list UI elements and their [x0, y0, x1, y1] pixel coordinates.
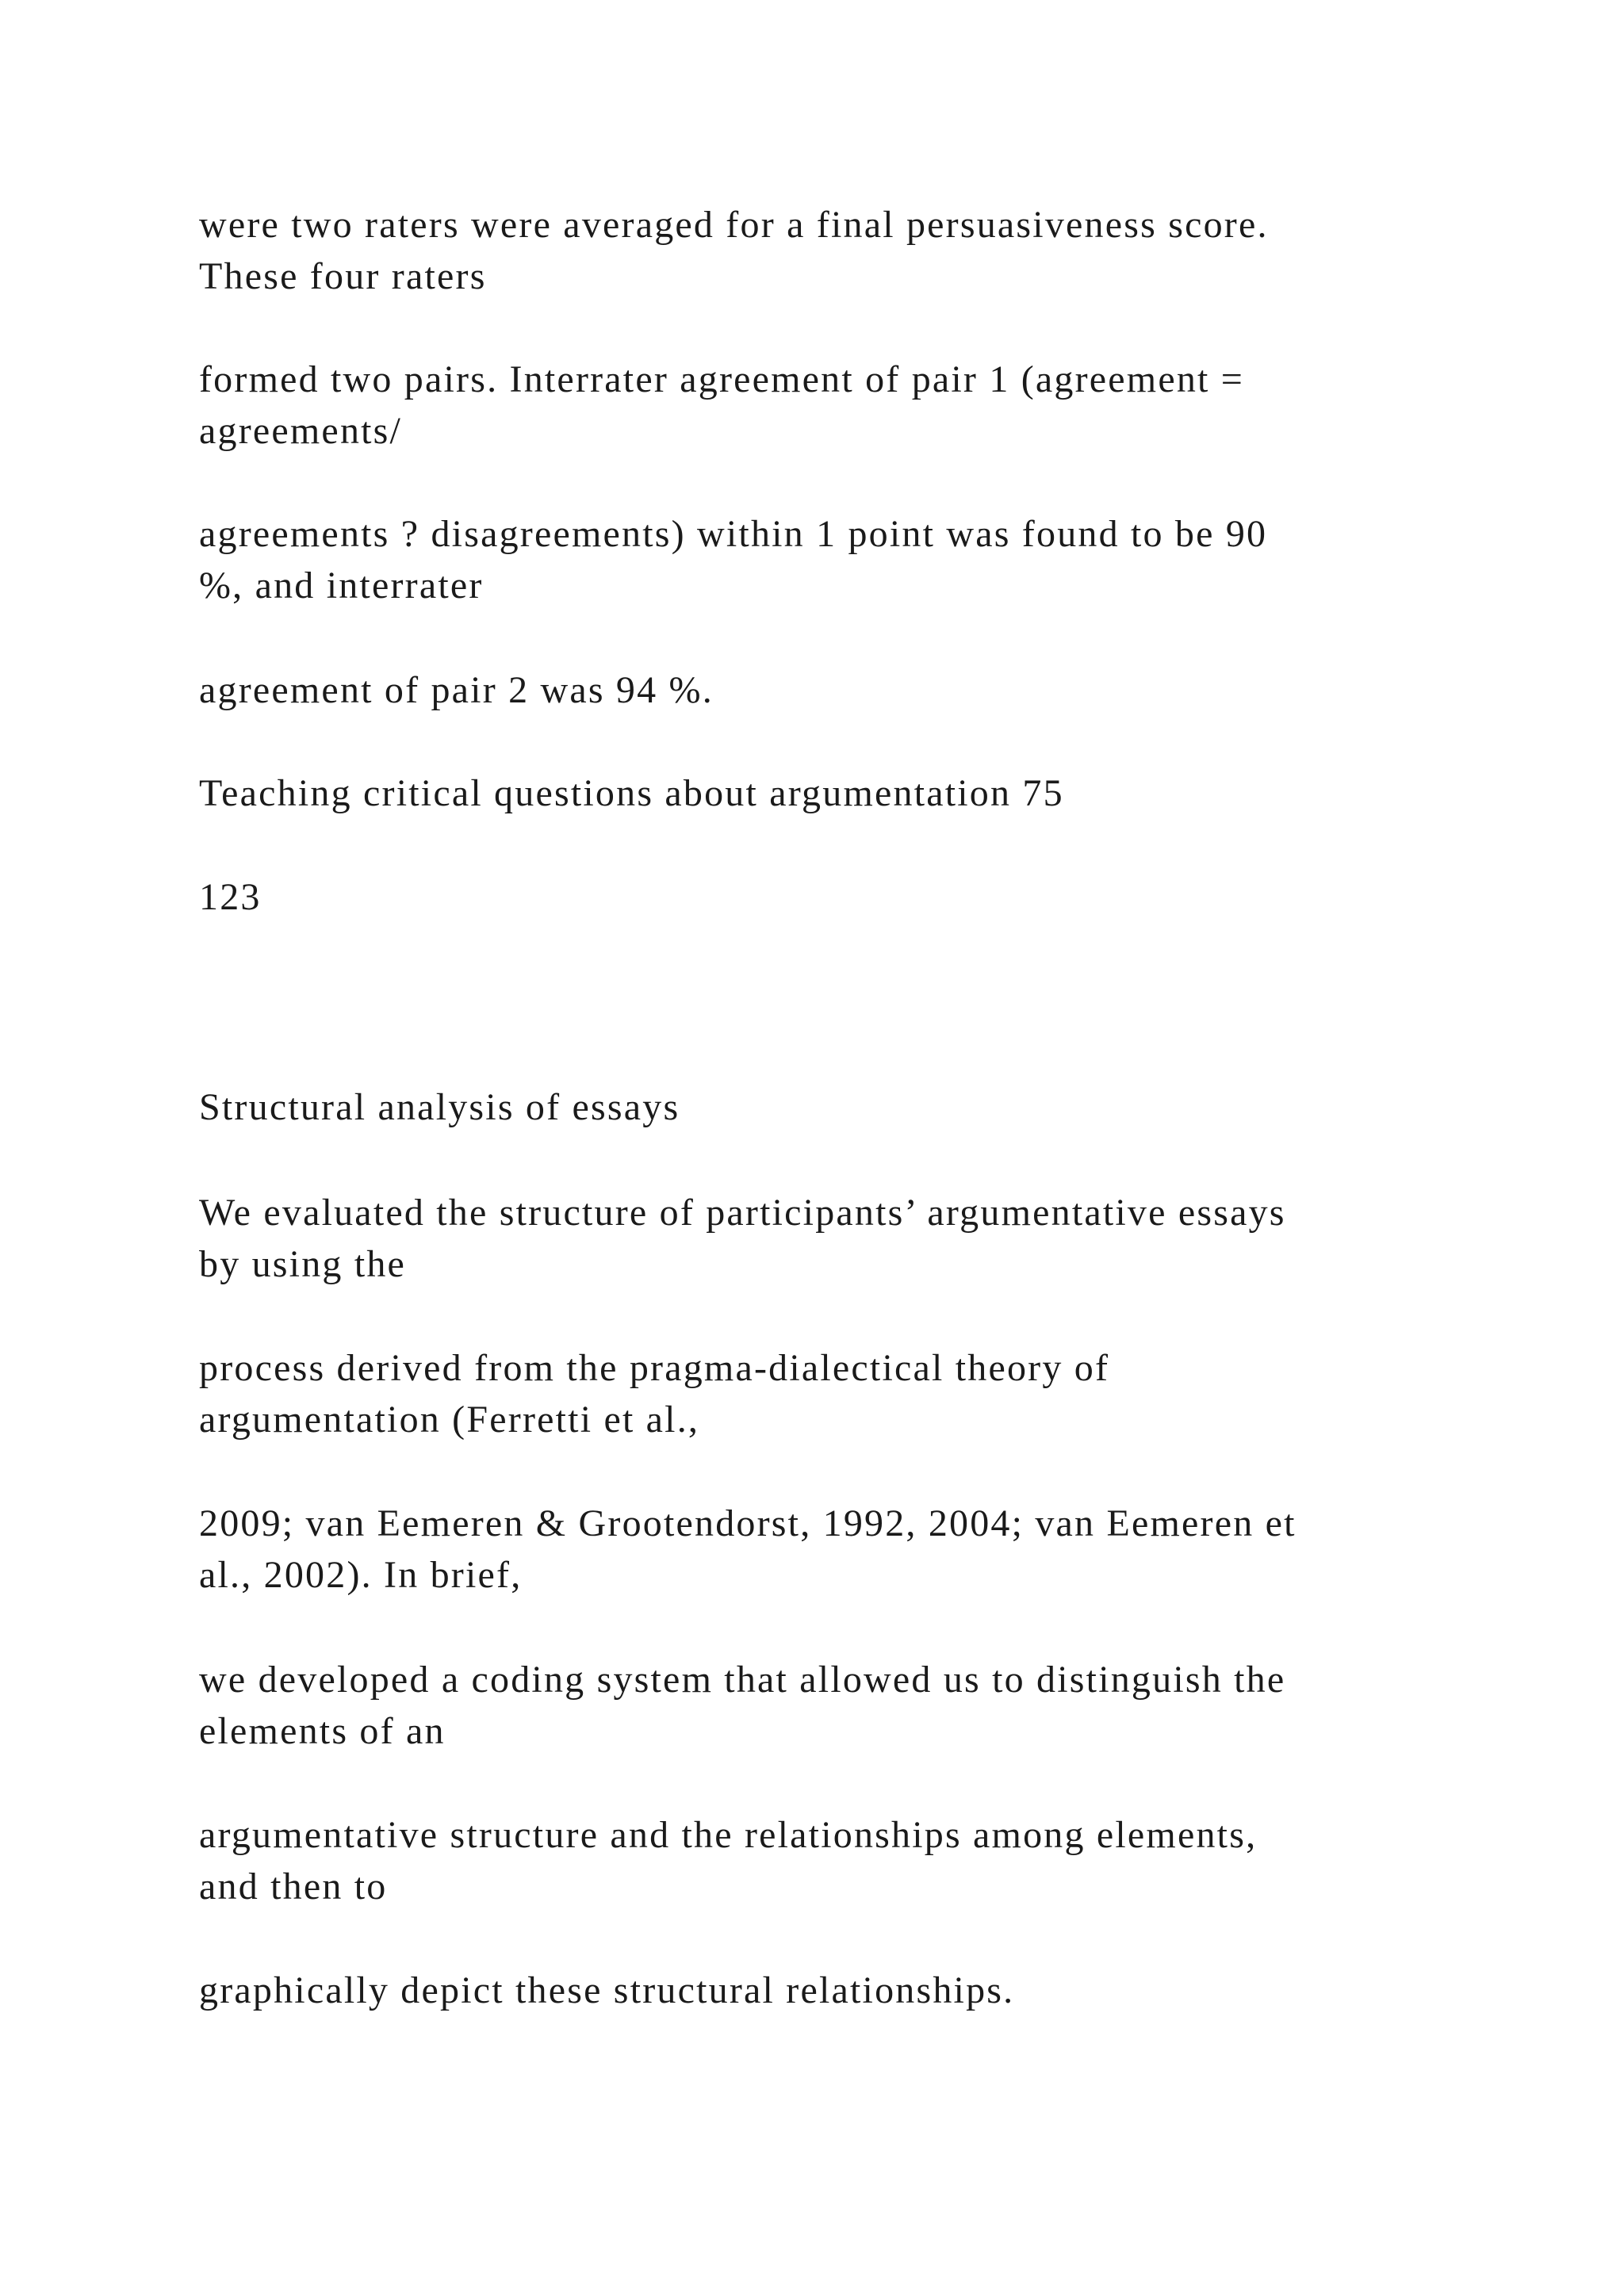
text-line: agreements/	[199, 410, 403, 452]
paragraph-5	[199, 1187, 1468, 1290]
text-line: We evaluated the structure of participants’ argumentative essays	[199, 1192, 1286, 1234]
page-number	[199, 871, 1468, 923]
text-line: and then to	[199, 1866, 388, 1908]
text-line: by using the	[199, 1243, 407, 1285]
text-line: argumentative structure and the relationships among elements,	[199, 1814, 1258, 1856]
text-line: graphically depict these structural relationships.	[199, 1969, 1015, 2011]
text-line: agreement of pair 2 was 94 %.	[199, 669, 714, 711]
text-line: 2009; van Eemeren & Grootendorst, 1992, 2004; van Eemeren et	[199, 1502, 1297, 1544]
paragraph-7	[199, 1498, 1468, 1601]
text-line: 123	[199, 876, 262, 918]
text-line: Structural analysis of essays	[199, 1086, 680, 1128]
running-header	[199, 767, 1468, 819]
text-line: formed two pairs. Interrater agreement of pair 1 (agreement =	[199, 358, 1245, 400]
text-line: we developed a coding system that allowed us to distinguish the	[199, 1659, 1286, 1701]
section-heading	[199, 1081, 1468, 1133]
text-line: agreements ? disagreements) within 1 point was found to be 90	[199, 513, 1268, 555]
paragraph-2	[199, 354, 1468, 457]
text-line: elements of an	[199, 1710, 446, 1752]
text-line: were two raters were averaged for a final persuasiveness score.	[199, 204, 1269, 246]
paragraph-1	[199, 199, 1468, 302]
text-line: These four raters	[199, 255, 487, 297]
paragraph-4	[199, 664, 1468, 716]
text-line: al., 2002). In brief,	[199, 1554, 523, 1596]
text-line: %, and interrater	[199, 564, 484, 607]
paragraph-8	[199, 1654, 1468, 1757]
paragraph-3	[199, 508, 1468, 611]
paragraph-9	[199, 1809, 1468, 1912]
text-line: Teaching critical questions about argumentation 75	[199, 772, 1064, 814]
paragraph-6	[199, 1342, 1468, 1445]
text-line: process derived from the pragma-dialectical theory of	[199, 1347, 1110, 1389]
text-line: argumentation (Ferretti et al.,	[199, 1399, 700, 1441]
paragraph-10	[199, 1965, 1468, 2016]
